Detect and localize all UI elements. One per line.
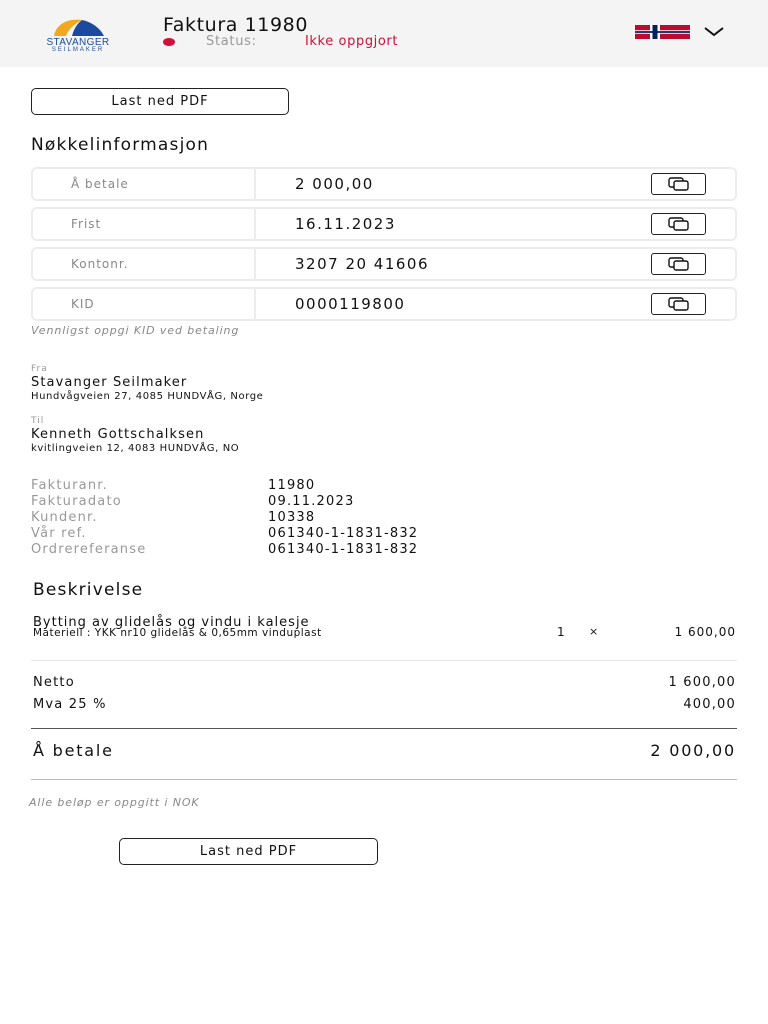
company-logo [28, 16, 128, 54]
vat-label: Mva 25 % [33, 697, 107, 712]
status-badge: Ikke oppgjort [305, 34, 399, 49]
invoice-number-label: Fakturanr. [31, 478, 108, 493]
currency-note: Alle beløp er oppgitt i NOK [29, 796, 200, 809]
copy-icon [667, 176, 691, 192]
download-pdf-button[interactable]: Last ned PDF [31, 88, 289, 115]
copy-amount-button[interactable] [651, 173, 706, 195]
key-info-value: 3207 20 41606 [295, 255, 430, 273]
copy-icon [667, 296, 691, 312]
kid-hint: Vennligst oppgi KID ved betaling [31, 324, 240, 337]
download-pdf-button-bottom[interactable]: Last ned PDF [119, 838, 378, 865]
chevron-down-icon[interactable] [703, 26, 725, 38]
key-info-row-due [31, 207, 737, 241]
key-info-row-kid [31, 287, 737, 321]
key-info-label: Å betale [33, 169, 256, 199]
vat-value: 400,00 [683, 697, 736, 712]
our-ref-value: 061340-1-1831-832 [268, 526, 419, 541]
order-ref-label: Ordrereferanse [31, 542, 147, 557]
copy-account-button[interactable] [651, 253, 706, 275]
key-info-row-account [31, 247, 737, 281]
key-info-label: Frist [33, 209, 256, 239]
customer-number-value: 10338 [268, 510, 316, 525]
net-label: Netto [33, 675, 75, 690]
divider [31, 779, 737, 780]
line-item-detail: Materiell : YKK nr10 glidelås & 0,65mm vinduplast [33, 627, 322, 639]
order-ref-value: 061340-1-1831-832 [268, 542, 419, 557]
line-item-title: Bytting av glidelås og vindu i kalesje [33, 615, 310, 630]
description-title: Beskrivelse [33, 580, 144, 600]
key-info-value: 16.11.2023 [295, 215, 396, 233]
divider [31, 728, 737, 729]
divider [31, 660, 737, 661]
copy-due-date-button[interactable] [651, 213, 706, 235]
total-value: 2 000,00 [650, 741, 736, 760]
invoice-number-value: 11980 [268, 478, 316, 493]
customer-number-label: Kundenr. [31, 510, 98, 525]
to-label: Til [31, 416, 45, 426]
copy-kid-button[interactable] [651, 293, 706, 315]
key-info-label: Kontonr. [33, 249, 256, 279]
key-info-title: Nøkkelinformasjon [31, 135, 210, 155]
key-info-row-amount [31, 167, 737, 201]
status-dot-icon [163, 38, 175, 46]
sender-name: Stavanger Seilmaker [31, 375, 188, 390]
our-ref-label: Vår ref. [31, 526, 87, 541]
norway-flag-icon[interactable] [635, 25, 690, 39]
invoice-date-label: Fakturadato [31, 494, 122, 509]
copy-icon [667, 216, 691, 232]
from-label: Fra [31, 364, 48, 374]
line-item-quantity: 1 [557, 625, 566, 639]
logo-subtitle: SEILMAKER [51, 47, 105, 53]
invoice-header [0, 0, 768, 67]
recipient-name: Kenneth Gottschalksen [31, 427, 205, 442]
net-value: 1 600,00 [668, 675, 736, 690]
status-label: Status: [206, 34, 257, 49]
key-info-value: 0000119800 [295, 295, 406, 313]
line-item-times: × [589, 625, 599, 638]
sail-logo-icon [48, 16, 108, 38]
key-info-label: KID [33, 289, 256, 319]
copy-icon [667, 256, 691, 272]
total-label: Å betale [33, 741, 114, 760]
page-title: Faktura 11980 [163, 14, 309, 36]
invoice-date-value: 09.11.2023 [268, 494, 355, 509]
sender-address: Hundvågveien 27, 4085 HUNDVÅG, Norge [31, 391, 264, 402]
line-item-amount: 1 600,00 [674, 625, 736, 639]
recipient-address: kvitlingveien 12, 4083 HUNDVÅG, NO [31, 443, 240, 454]
logo-name: STAVANGER [46, 37, 110, 48]
key-info-value: 2 000,00 [295, 175, 374, 193]
